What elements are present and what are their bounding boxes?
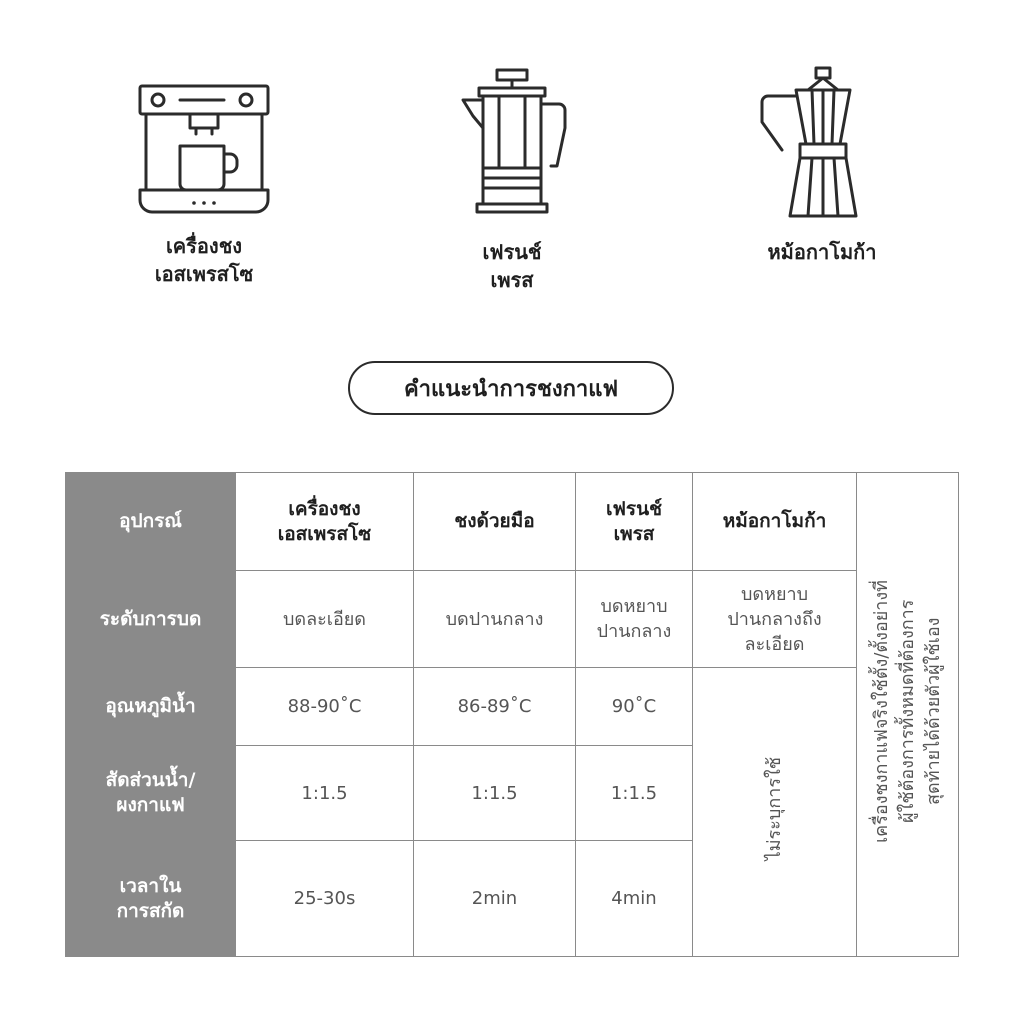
- table-cell: 1:1.5: [414, 746, 576, 841]
- brewer-french-press: [412, 64, 612, 294]
- column-header-moka-pot: หม้อกาโมก้า: [693, 473, 857, 571]
- brewer-moka-pot: [722, 64, 922, 266]
- brewer-label: เครื่องชง เอสเพรสโซ: [154, 234, 254, 286]
- french-press-icon: [447, 64, 577, 224]
- table-cell: 86-89˚C: [414, 668, 576, 746]
- table-cell: 25-30s: [236, 841, 414, 957]
- espresso-machine-icon: [134, 78, 274, 218]
- column-header-hand-brew: ชงด้วยมือ: [414, 473, 576, 571]
- row-label: สัดส่วนน้ำ/ ผงกาแฟ: [66, 746, 236, 841]
- column-header-french-press: เฟรนช์ เพรส: [576, 473, 693, 571]
- table-cell: 4min: [576, 841, 693, 957]
- table-cell: 2min: [414, 841, 576, 957]
- table-cell: บดหยาบ ปานกลางถึง ละเอียด: [693, 571, 857, 668]
- row-label: ระดับการบด: [66, 571, 236, 668]
- table-header-label: อุปกรณ์: [66, 473, 236, 571]
- brewer-espresso: [104, 78, 304, 288]
- brewing-guide-table: [65, 472, 959, 957]
- table-cell: บดละเอียด: [236, 571, 414, 668]
- side-note-cell: [857, 473, 959, 957]
- row-label: อุณหภูมิน้ำ: [66, 668, 236, 746]
- row-label: เวลาใน การสกัด: [66, 841, 236, 957]
- table-row-temperature: [66, 668, 959, 746]
- side-note: เครื่องชงกาแฟจริงใช้ตั้ง/ตั้งอย่างที่ ผู้ใช้ต้องการทั้งหมดที่ต้องการ สุดท้ายได้ด้วยตัวผู้ใช้เอง: [870, 579, 944, 843]
- moka-note-cell: [693, 668, 857, 957]
- brewer-label: หม้อกาโมก้า: [767, 240, 877, 264]
- table-cell: 1:1.5: [236, 746, 414, 841]
- brewer-label: เฟรนช์ เพรส: [482, 240, 542, 292]
- moka-note: ไม่ระบุการใช้: [763, 756, 785, 861]
- table-cell: 90˚C: [576, 668, 693, 746]
- moka-pot-icon: [752, 64, 892, 224]
- table-cell: 1:1.5: [576, 746, 693, 841]
- column-header-espresso: เครื่องชง เอสเพรสโซ: [236, 473, 414, 571]
- table-cell: บดปานกลาง: [414, 571, 576, 668]
- table-cell: บดหยาบ ปานกลาง: [576, 571, 693, 668]
- table-cell: 88-90˚C: [236, 668, 414, 746]
- table-row-grind: [66, 571, 959, 668]
- table-header-row: [66, 473, 959, 571]
- section-title: คำแนะนำการชงกาแฟ: [348, 361, 674, 415]
